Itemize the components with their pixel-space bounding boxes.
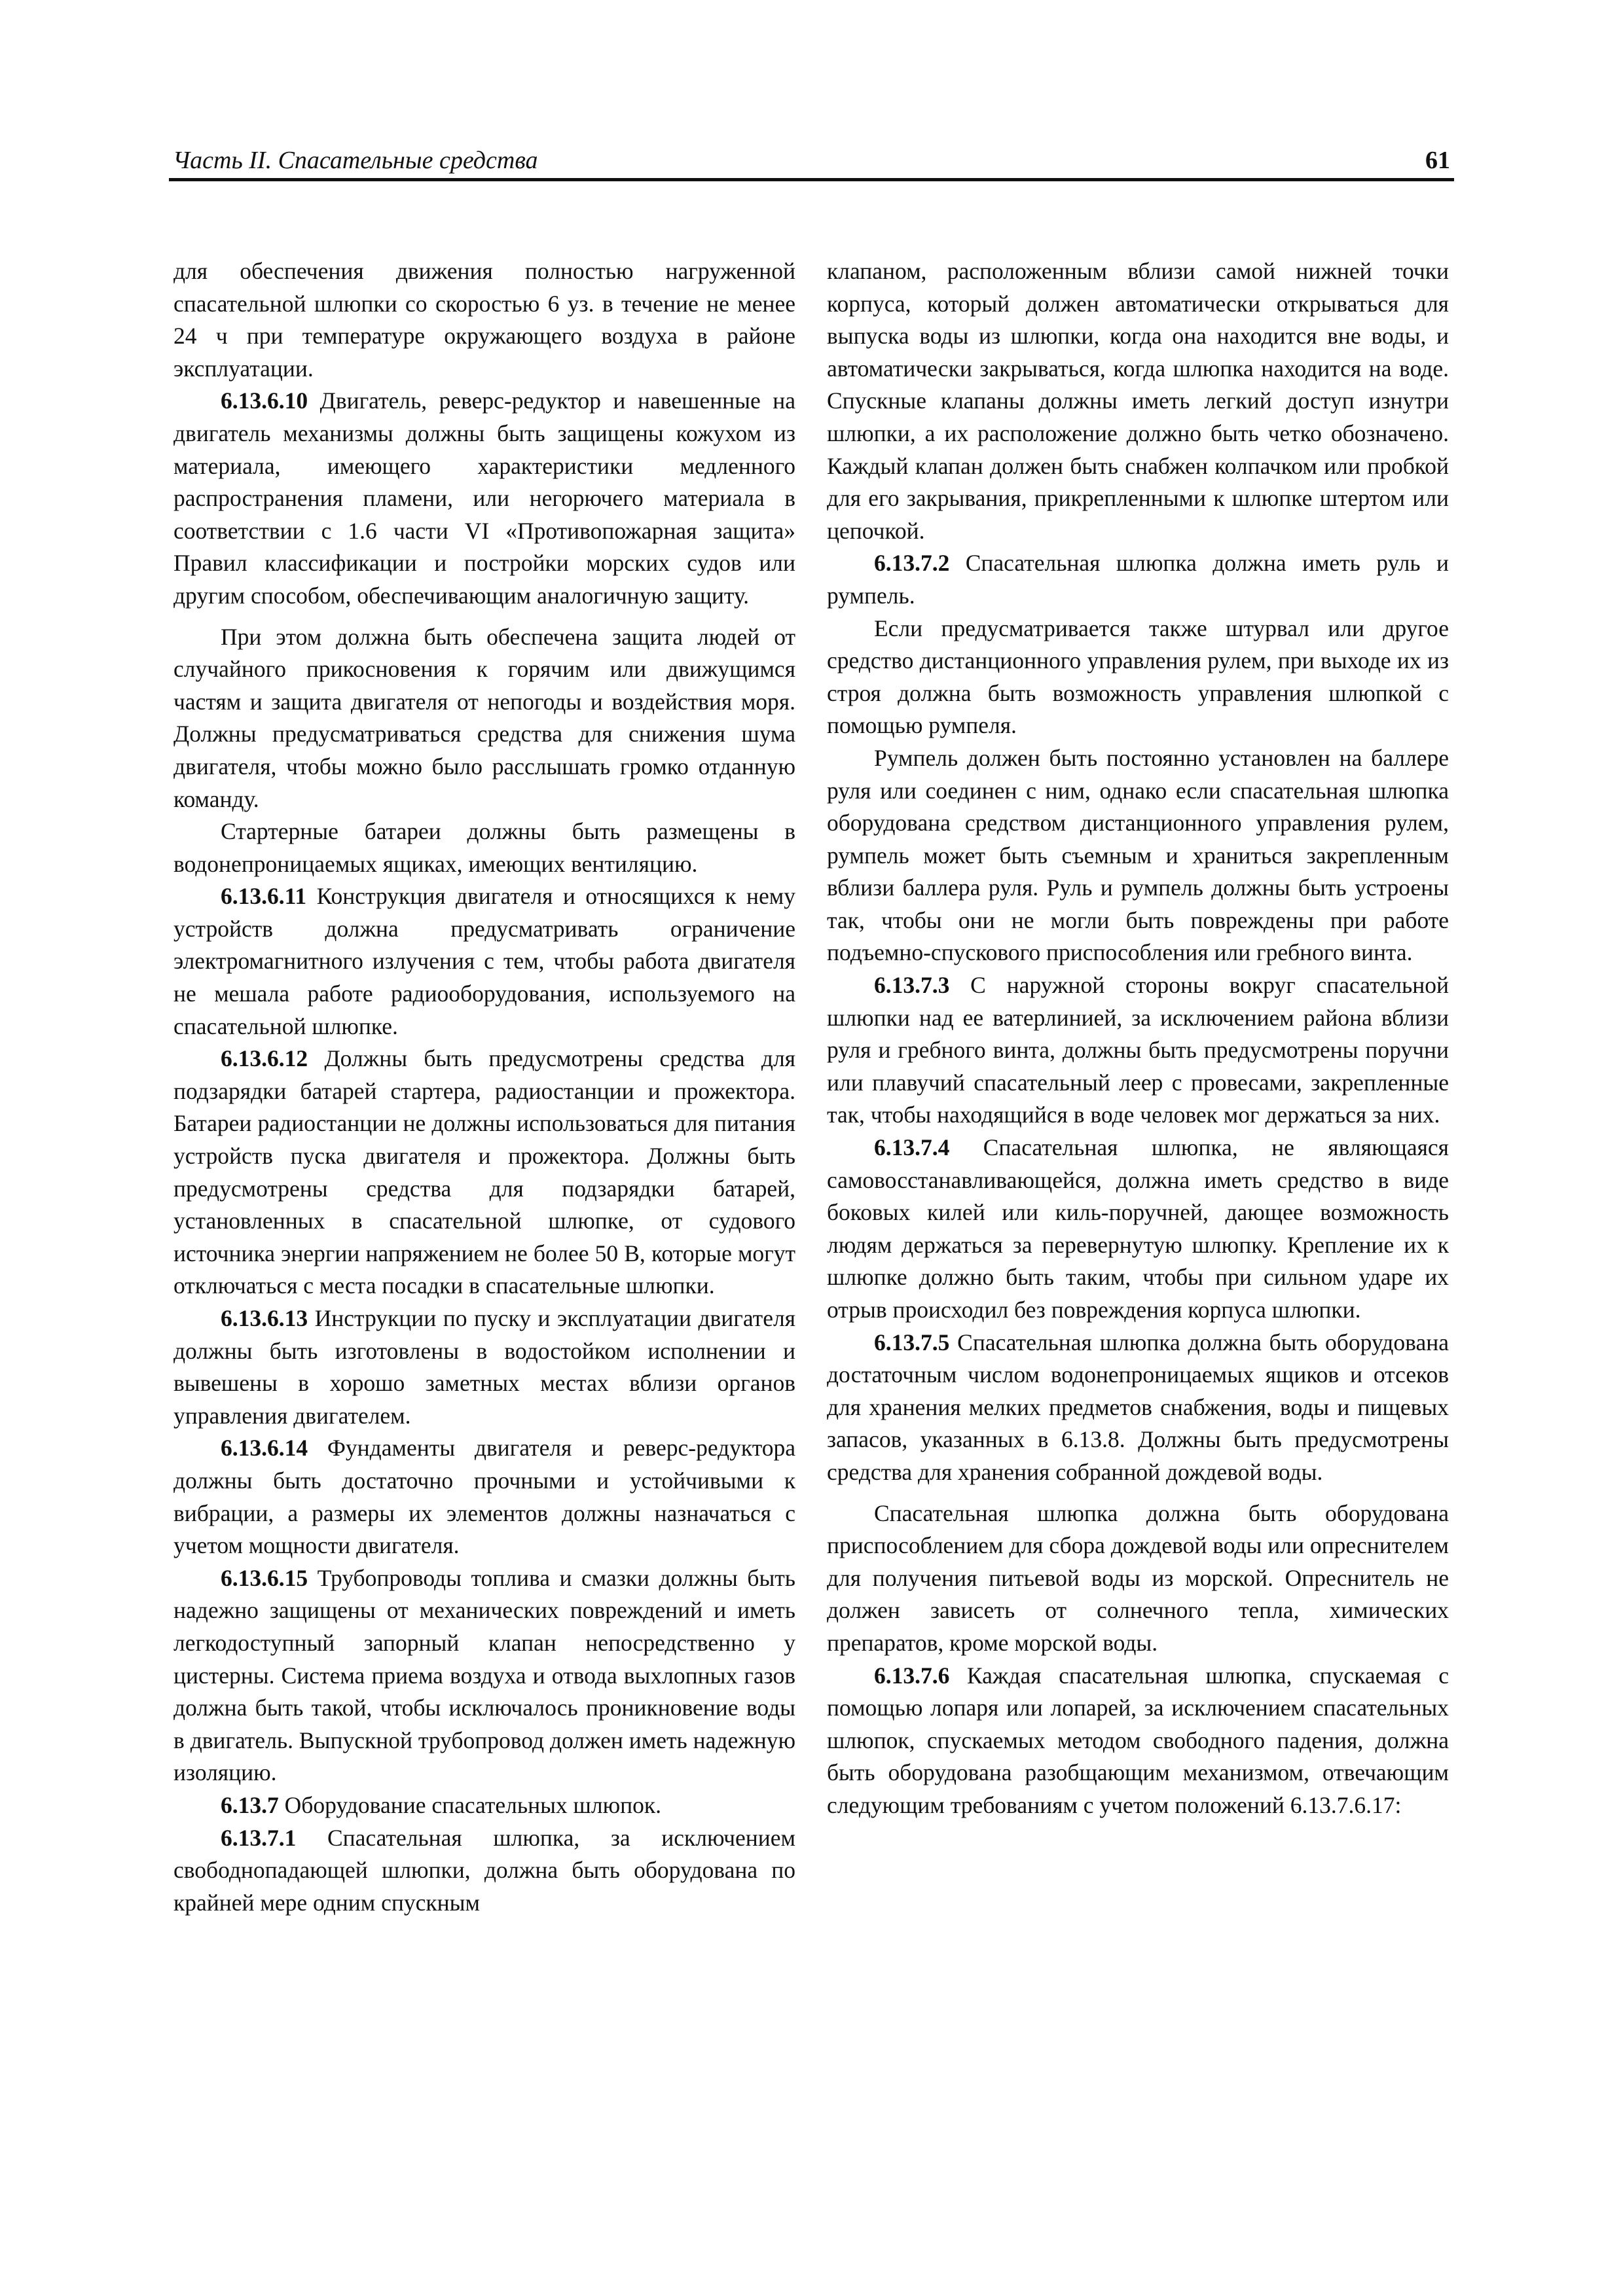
paragraph: 6.13.7.3 С наружной стороны вокруг спасательной шлюпки над ее ватерлинией, за исключением района вблизи руля и гребного винта, должны быть предусмотрены поручни или плавучий спасательный леер с провесами, закрепленные так, чтобы находящийся в воде человек мог держаться за них.: [827, 972, 1449, 1128]
clause-number: 6.13.6.15: [221, 1564, 308, 1591]
clause-number: 6.13.7.4: [874, 1134, 950, 1161]
running-header-title: Часть II. Спасательные средства: [173, 147, 538, 174]
clause-number: 6.13.6.12: [221, 1045, 308, 1072]
paragraph: 6.13.7.4 Спасательная шлюпка, не являющаяся самовосстанавливающейся, должна иметь средство в виде боковых килей или киль-поручней, дающее возможность людям держаться за перевернутую шлюпку. Крепление их к шлюпке должно быть таким, чтобы при сильном ударе их отрыв происходил без повреждения корпуса шлюпки.: [827, 1134, 1449, 1323]
paragraph: 6.13.6.14 Фундаменты двигателя и реверс-редуктора должны быть достаточно прочными и устойчивыми к вибрации, а размеры их элементов должны назначаться с учетом мощности двигателя.: [173, 1435, 795, 1559]
clause-number: 6.13.6.13: [221, 1305, 308, 1331]
clause-number: 6.13.7.2: [874, 550, 950, 577]
paragraph: Спасательная шлюпка должна быть оборудована приспособлением для сбора дождевой воды или опреснителем для получения питьевой воды из морской. Опреснитель не должен зависеть от солнечного тепла, химических препаратов, кроме морской воды.: [827, 1499, 1449, 1656]
paragraph: Стартерные батареи должны быть размещены в водонепроницаемых ящиках, имеющих вентиляцию.: [173, 818, 795, 877]
paragraph: 6.13.6.11 Конструкция двигателя и относящихся к нему устройств должна предусматривать ограничение электромагнитного излучения с тем, чтобы работа двигателя не мешала работе радиооборудования, используемого на спасательной шлюпке.: [173, 883, 795, 1039]
clause-number: 6.13.7.5: [874, 1329, 950, 1355]
paragraph: 6.13.6.12 Должны быть предусмотрены средства для подзарядки батарей стартера, радиостанции и прожектора. Батареи радиостанции не должны использоваться для питания устройств пуска двигателя и прожектора. Должны быть предусмотрены средства для подзарядки батарей, установленных в спасательной шлюпке, от судового источника энергии напряжением не более 50 В, которые могут отключаться с места посадки в спасательные шлюпки.: [173, 1045, 795, 1299]
paragraph: Румпель должен быть постоянно установлен на баллере руля или соединен с ним, однако если спасательная шлюпка оборудована средством дистанционного управления рулем, румпель может быть съемным и храниться закрепленным вблизи баллера руля. Руль и румпель должны быть устроены так, чтобы они не могли быть повреждены при работе подъемно-спускового приспособления или гребного винта.: [827, 744, 1449, 966]
paragraph: 6.13.7.2 Спасательная шлюпка должна иметь руль и румпель.: [827, 550, 1449, 609]
paragraph: для обеспечения движения полностью нагруженной спасательной шлюпки со скоростью 6 уз. в течение не менее 24 ч при температуре окружающего воздуха в районе эксплуатации.: [173, 258, 795, 382]
paragraph: клапаном, расположенным вблизи самой нижней точки корпуса, который должен автоматически открываться для выпуска воды из шлюпки, когда она находится вне воды, и автоматически закрываться, когда шлюпка находится на воде. Спускные клапаны должны иметь легкий доступ изнутри шлюпки, а их расположение должно быть четко обозначено. Каждый клапан должен быть снабжен колпачком или пробкой для его закрывания, прикрепленными к шлюпке штертом или цепочкой.: [827, 258, 1449, 544]
header-rule: [169, 178, 1454, 181]
left-column: [173, 255, 795, 1919]
paragraph: При этом должна быть обеспечена защита людей от случайного прикосновения к горячим или движущимся частям и защита двигателя от непогоды и воздействия моря. Должны предусматриваться средства для снижения шума двигателя, чтобы можно было расслышать громко отданную команду.: [173, 623, 795, 812]
page-number: 61: [1425, 147, 1450, 174]
right-column: [827, 255, 1449, 1822]
clause-number: 6.13.7.1: [221, 1824, 297, 1851]
paragraph: 6.13.7.6 Каждая спасательная шлюпка, спускаемая с помощью лопаря или лопарей, за исключением спасательных шлюпок, спускаемых методом свободного падения, должна быть оборудована разобщающим механизмом, отвечающим следующим требованиям с учетом положений 6.13.7.6.17:: [827, 1662, 1449, 1818]
section-heading: 6.13.7 Оборудование спасательных шлюпок.: [221, 1791, 661, 1818]
clause-number: 6.13.6.14: [221, 1435, 308, 1462]
paragraph: 6.13.6.13 Инструкции по пуску и эксплуатации двигателя должны быть изготовлены в водостойком исполнении и вывешены в хорошо заметных местах вблизи органов управления двигателем.: [173, 1305, 795, 1429]
paragraph: 6.13.6.10 Двигатель, реверс-редуктор и навешенные на двигатель механизмы должны быть защищены кожухом из материала, имеющего характеристики медленного распространения пламени, или негорючего материала в соответствии с 1.6 части VI «Противопожарная защита» Правил классификации и постройки морских судов или другим способом, обеспечивающим аналогичную защиту.: [173, 387, 795, 609]
paragraph: 6.13.6.15 Трубопроводы топлива и смазки должны быть надежно защищены от механических повреждений и иметь легкодоступный запорный клапан непосредственно у цистерны. Система приема воздуха и отвода выхлопных газов должна быть такой, чтобы исключалось проникновение воды в двигатель. Выпускной трубопровод должен иметь надежную изоляцию.: [173, 1564, 795, 1786]
page-header: [169, 145, 1454, 177]
paragraph: Если предусматривается также штурвал или другое средство дистанционного управления рулем, при выходе их из строя должна быть возможность управления шлюпкой с помощью румпеля.: [827, 615, 1449, 739]
clause-number: 6.13.7: [221, 1791, 279, 1818]
clause-number: 6.13.6.11: [221, 883, 307, 910]
clause-number: 6.13.7.6: [874, 1662, 950, 1689]
clause-number: 6.13.7.3: [874, 972, 950, 999]
clause-number: 6.13.6.10: [221, 387, 308, 414]
paragraph: 6.13.7.1 Спасательная шлюпка, за исключением свободнопадающей шлюпки, должна быть оборудована по крайней мере одним спускным: [173, 1824, 795, 1916]
paragraph: 6.13.7.5 Спасательная шлюпка должна быть оборудована достаточным числом водонепроницаемых ящиков и отсеков для хранения мелких предметов снабжения, воды и пищевых запасов, указанных в 6.13.8. Должны быть предусмотрены средства для хранения собранной дождевой воды.: [827, 1329, 1449, 1485]
